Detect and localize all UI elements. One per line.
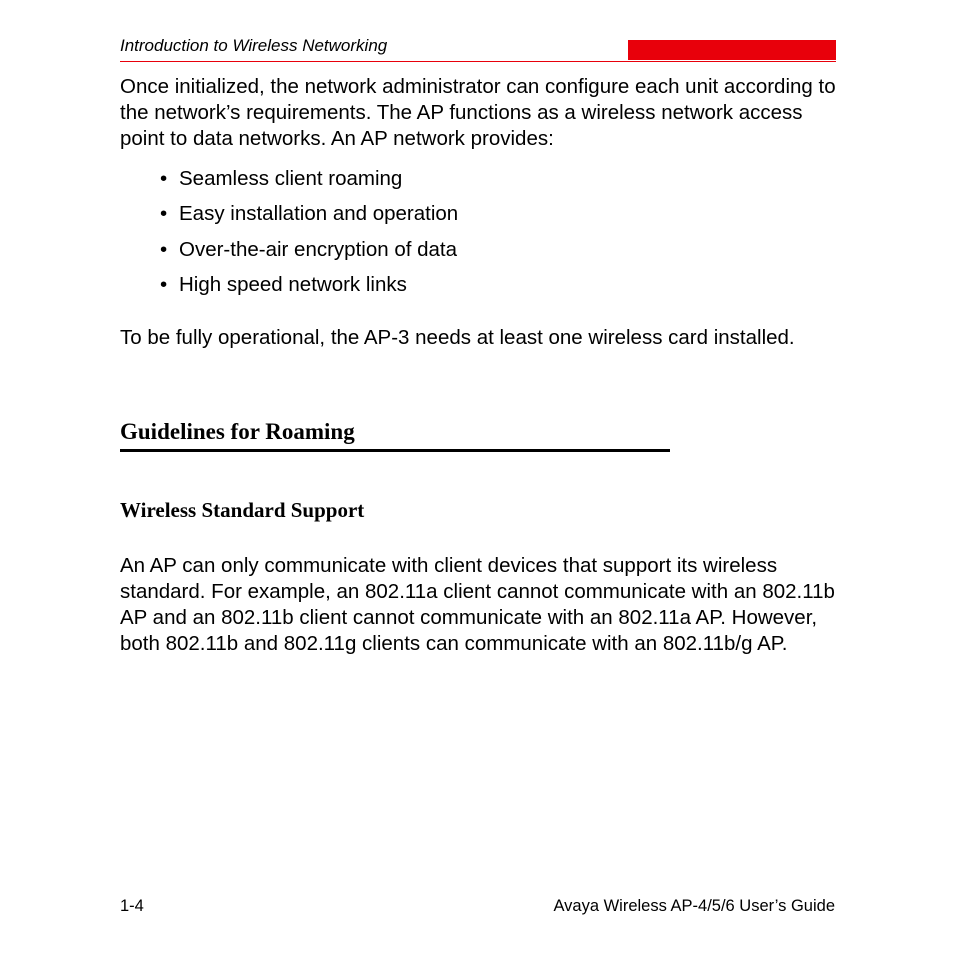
bullet-text: Over-the-air encryption of data bbox=[179, 237, 458, 261]
list-item bbox=[160, 164, 458, 199]
bullet-text: Easy installation and operation bbox=[179, 202, 459, 226]
guide-title: Avaya Wireless AP-4/5/6 User’s Guide bbox=[553, 897, 835, 915]
bullet-text: High speed network links bbox=[179, 272, 407, 296]
bullet-marker: • bbox=[160, 237, 168, 261]
operational-paragraph: To be fully operational, the AP-3 needs at least one wireless card installed. bbox=[120, 326, 795, 349]
header-accent-bar bbox=[628, 40, 836, 60]
feature-bullet-list bbox=[160, 164, 458, 305]
intro-paragraph: Once initialized, the network administrator can configure each unit according to the network’s requirements. The AP functions as a wireless network access point to data networks. An AP network provides: bbox=[120, 75, 836, 150]
bullet-marker: • bbox=[160, 202, 168, 226]
section-heading-rule bbox=[120, 449, 670, 452]
bullet-text: Seamless client roaming bbox=[179, 167, 403, 190]
section-heading: Guidelines for Roaming bbox=[120, 419, 355, 444]
list-item bbox=[160, 199, 458, 234]
header-rule bbox=[120, 61, 836, 62]
bullet-marker: • bbox=[160, 167, 168, 190]
list-item bbox=[160, 235, 458, 270]
subsection-heading: Wireless Standard Support bbox=[120, 498, 365, 522]
header-chapter-title: Introduction to Wireless Networking bbox=[120, 36, 388, 55]
list-item bbox=[160, 270, 458, 305]
page-number: 1-4 bbox=[120, 897, 144, 915]
wireless-standard-paragraph: An AP can only communicate with client devices that support its wireless standard. For example, an 802.11a client cannot communicate with an 802.11b AP and an 802.11b client cannot communicate with an 802.11a AP. However, both 802.11b and 802.11g clients can communicate with an 802.11b/g AP. bbox=[120, 554, 835, 655]
bullet-marker: • bbox=[160, 272, 168, 296]
